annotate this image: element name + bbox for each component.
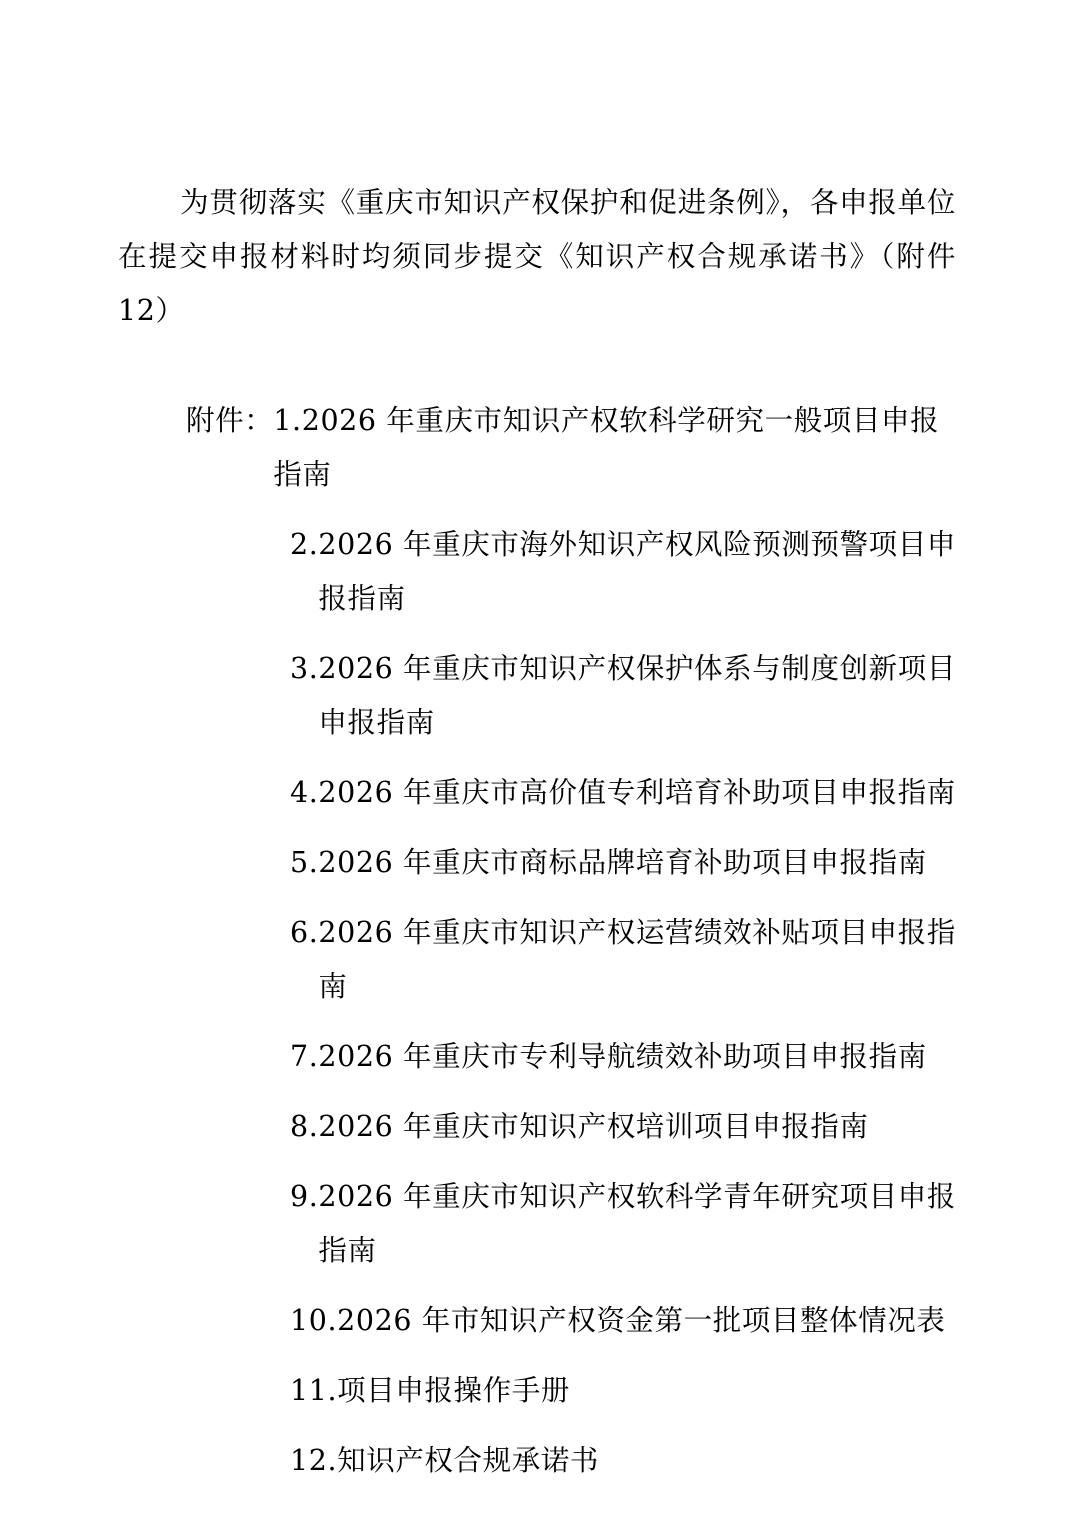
attachment-text: 2026 年重庆市知识产权运营绩效补贴项目申报指南 bbox=[318, 916, 956, 1003]
body-paragraph bbox=[118, 176, 956, 338]
paragraph-text: 为贯彻落实《重庆市知识产权保护和促进条例》，各申报单位在提交申报材料时均须同步提交《知识产权合规承诺书》（附件 12） bbox=[118, 186, 956, 327]
attachment-item-8 bbox=[118, 1100, 956, 1154]
attachment-item-5 bbox=[118, 836, 956, 890]
attachment-number: 10. bbox=[290, 1304, 338, 1337]
attachment-text: 2026 年重庆市知识产权软科学研究一般项目申报指南 bbox=[273, 404, 940, 491]
attachment-number: 9. bbox=[290, 1180, 319, 1213]
attachment-item-9 bbox=[118, 1170, 956, 1278]
attachment-item-4 bbox=[118, 766, 956, 820]
attachment-number: 2. bbox=[290, 528, 319, 561]
attachment-item-1 bbox=[273, 394, 956, 502]
attachment-number: 7. bbox=[290, 1040, 319, 1073]
attachment-item-11 bbox=[118, 1364, 956, 1418]
attachment-item-7 bbox=[118, 1030, 956, 1084]
attachment-text: 2026 年重庆市知识产权保护体系与制度创新项目申报指南 bbox=[318, 652, 956, 739]
attachment-item-3 bbox=[118, 642, 956, 750]
attachment-number: 1. bbox=[273, 404, 302, 437]
attachment-text: 2026 年重庆市专利导航绩效补助项目申报指南 bbox=[318, 1040, 927, 1073]
attachment-text: 2026 年重庆市高价值专利培育补助项目申报指南 bbox=[318, 776, 956, 809]
attachment-text: 2026 年重庆市海外知识产权风险预测预警项目申报指南 bbox=[318, 528, 956, 615]
attachment-number: 12. bbox=[290, 1444, 338, 1477]
attachment-number: 5. bbox=[290, 846, 319, 879]
attachment-item-2 bbox=[118, 518, 956, 626]
attachment-number: 11. bbox=[290, 1374, 338, 1407]
attachment-item-12 bbox=[118, 1434, 956, 1488]
attachment-text: 2026 年重庆市商标品牌培育补助项目申报指南 bbox=[318, 846, 927, 879]
attachment-text: 2026 年重庆市知识产权培训项目申报指南 bbox=[318, 1110, 869, 1143]
attachment-number: 8. bbox=[290, 1110, 319, 1143]
attachment-number: 4. bbox=[290, 776, 319, 809]
attachments-label: 附件： bbox=[186, 404, 274, 437]
attachment-text: 项目申报操作手册 bbox=[337, 1374, 570, 1407]
attachment-item-10 bbox=[118, 1294, 956, 1348]
attachment-text: 2026 年重庆市知识产权软科学青年研究项目申报指南 bbox=[318, 1180, 956, 1267]
attachments-list bbox=[118, 394, 956, 1488]
attachment-number: 3. bbox=[290, 652, 319, 685]
attachment-text: 2026 年市知识产权资金第一批项目整体情况表 bbox=[337, 1304, 946, 1337]
attachment-text: 知识产权合规承诺书 bbox=[337, 1444, 600, 1477]
attachment-first-row bbox=[118, 394, 956, 502]
attachment-number: 6. bbox=[290, 916, 319, 949]
attachment-item-6 bbox=[118, 906, 956, 1014]
